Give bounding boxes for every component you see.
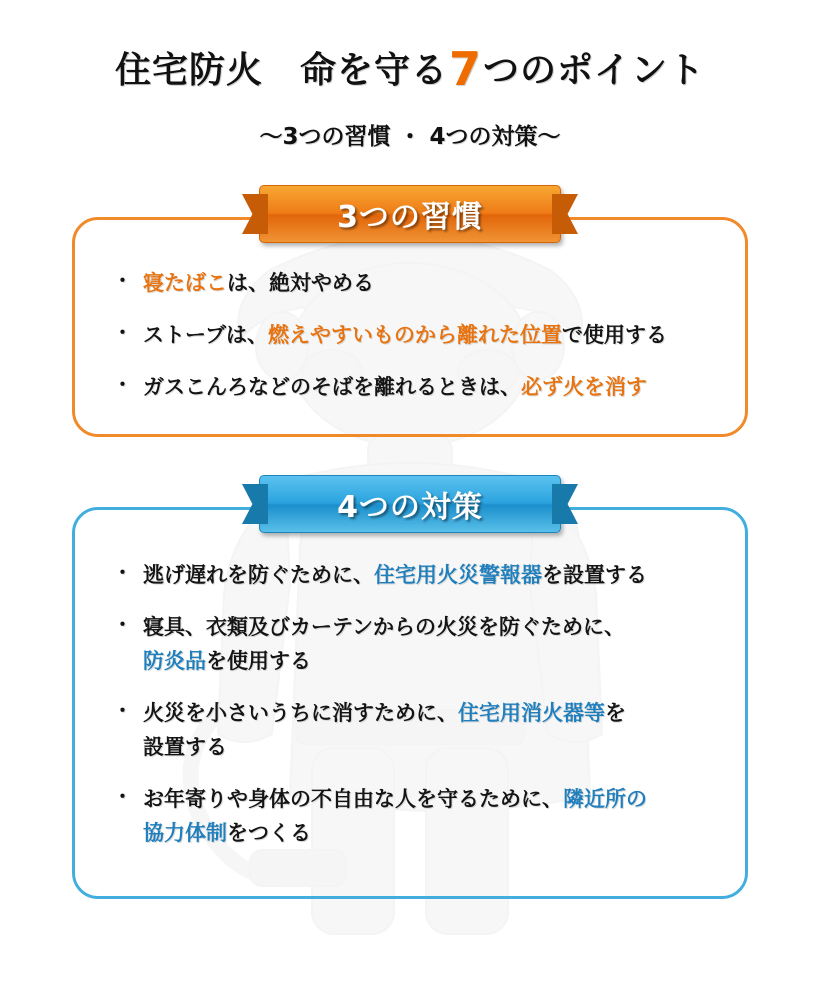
measures-panel	[72, 507, 748, 899]
text-run: を使用する	[206, 649, 311, 674]
title-block	[0, 0, 820, 151]
text-run: 逃げ遅れを防ぐために、	[143, 563, 374, 588]
list-item	[109, 370, 711, 404]
section-habits	[0, 185, 820, 437]
text-run: を	[605, 701, 626, 726]
measures-banner-row	[0, 475, 820, 533]
title-post-text: つのポイント	[483, 50, 706, 91]
text-run: は、絶対やめる	[227, 271, 374, 295]
ribbon-tail-right-icon	[552, 194, 578, 234]
habits-banner	[259, 185, 561, 243]
list-item	[109, 318, 711, 352]
list-item-line	[143, 782, 711, 816]
highlight-text: 寝たばこ	[143, 271, 227, 295]
title-number: 7	[448, 42, 482, 96]
highlight-text: 必ず火を消す	[521, 375, 647, 400]
highlight-text: 防炎品	[143, 649, 206, 674]
habits-panel	[72, 217, 748, 437]
text-run: 設置する	[143, 735, 227, 760]
highlight-text: 住宅用火災警報器	[374, 563, 542, 588]
text-run: お年寄りや身体の不自由な人を守るために、	[143, 787, 563, 812]
text-run: をつくる	[227, 821, 311, 846]
page-subtitle: 〜3つの習慣 ・ 4つの対策〜	[259, 124, 561, 150]
measures-banner-label: 4つの対策	[337, 490, 483, 526]
highlight-text: 隣近所の	[563, 787, 647, 812]
text-run: を設置する	[542, 563, 647, 588]
page-title	[0, 42, 820, 96]
text-run: ストーブは、	[143, 323, 268, 348]
list-item-line	[143, 730, 711, 764]
list-item-line	[143, 696, 711, 730]
highlight-text: 燃えやすいものから離れた位置	[267, 323, 562, 348]
list-item	[109, 558, 711, 592]
ribbon-tail-left-icon	[242, 484, 268, 524]
text-run: で使用する	[561, 323, 667, 348]
habits-banner-label: 3つの習慣	[337, 200, 483, 235]
list-item-line	[143, 318, 711, 352]
list-item-line	[143, 644, 711, 678]
section-measures	[0, 475, 820, 899]
text-run: ガスこんろなどのそばを離れるときは、	[143, 375, 521, 400]
highlight-text: 協力体制	[143, 821, 227, 846]
list-item-line	[143, 610, 711, 644]
list-item-line	[143, 816, 711, 850]
ribbon-tail-left-icon	[242, 194, 268, 234]
list-item	[109, 782, 711, 850]
text-run: 寝具、衣類及びカーテンからの火災を防ぐために、	[143, 615, 625, 640]
list-item-line	[143, 558, 711, 592]
list-item-line	[143, 266, 711, 300]
ribbon-tail-right-icon	[552, 484, 578, 524]
habits-list	[109, 266, 711, 404]
highlight-text: 住宅用消火器等	[458, 701, 605, 726]
measures-list	[109, 558, 711, 850]
list-item	[109, 266, 711, 300]
list-item-line	[143, 370, 711, 404]
text-run: 火災を小さいうちに消すために、	[143, 701, 458, 726]
list-item	[109, 610, 711, 678]
list-item	[109, 696, 711, 764]
measures-banner	[259, 475, 561, 533]
title-pre-text: 住宅防火 命を守る	[114, 50, 448, 91]
habits-banner-row	[0, 185, 820, 243]
